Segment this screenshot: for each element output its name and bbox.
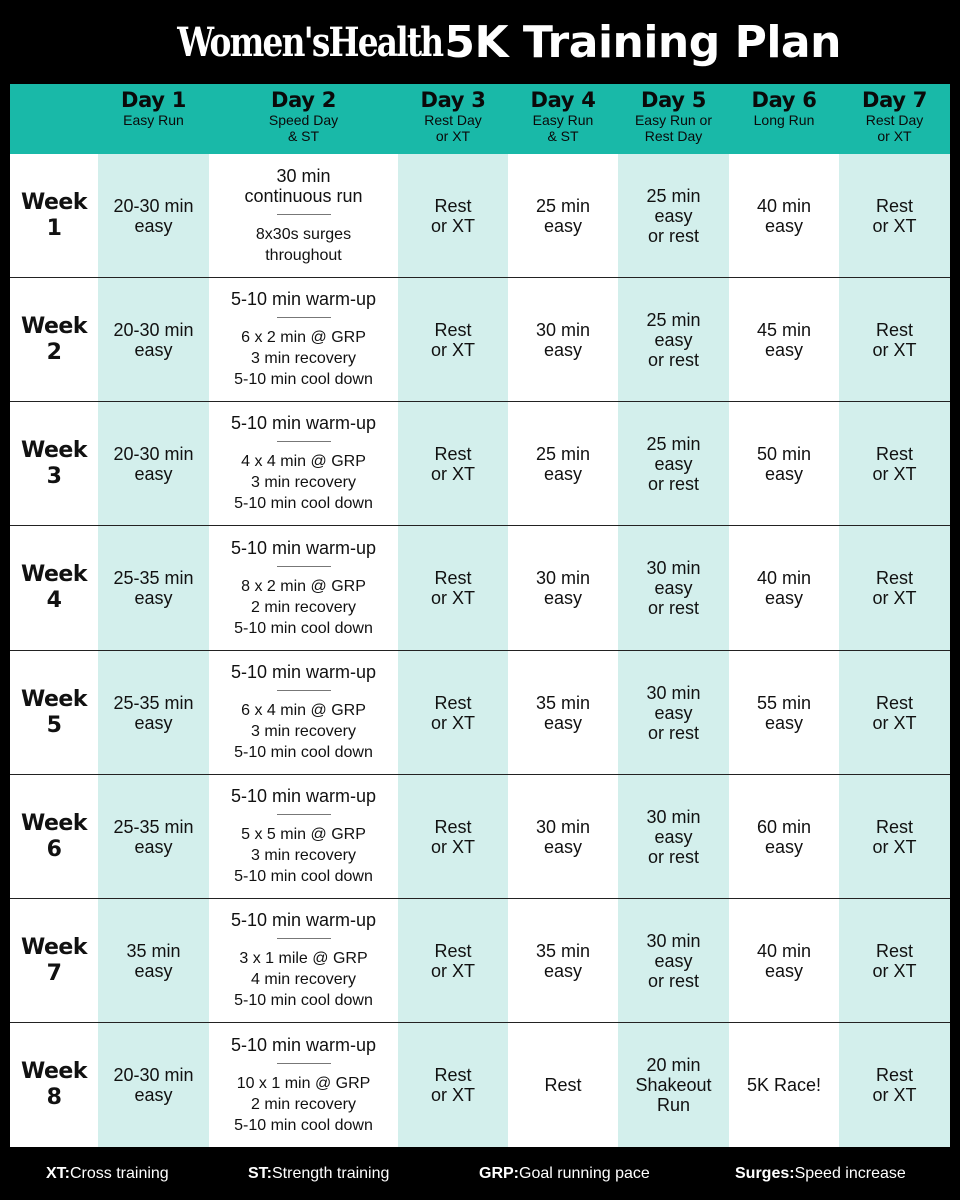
cell-line: 25 min [535, 443, 591, 464]
day-subtitle: & ST [287, 128, 320, 144]
day6-cell [729, 775, 839, 898]
header-day-3 [398, 84, 508, 154]
cell-line: or rest [647, 226, 699, 246]
cell-line: 5 x 5 min @ GRP [241, 826, 366, 843]
cell-line: 5-10 min warm-up [230, 662, 377, 682]
cell-line: Week [21, 437, 87, 463]
cell-line: 50 min [756, 443, 812, 464]
cell-line: Rest [434, 1065, 472, 1085]
cell-line: 30 min [646, 558, 701, 578]
separator [277, 317, 331, 318]
cell-line: 7 [46, 960, 62, 986]
cell-line: 3 min recovery [251, 474, 356, 491]
day3-cell [398, 155, 508, 277]
cell-line: easy [134, 463, 173, 484]
cell-line: Rest [434, 816, 472, 837]
day4-cell [508, 1023, 618, 1147]
cell-line: Rest [875, 196, 913, 216]
day1-cell [98, 651, 209, 774]
day3-cell [398, 1023, 508, 1147]
cell-line: 40 min [756, 940, 812, 961]
cell-line: 30 min [646, 930, 701, 951]
cell-line: or XT [430, 588, 475, 608]
cell-line: 3 min recovery [251, 723, 356, 740]
day7-cell [839, 775, 950, 898]
cell-line: 60 min [756, 816, 812, 837]
day1-cell [98, 155, 209, 277]
day5-cell [618, 1023, 729, 1147]
day7-cell [839, 651, 950, 774]
separator [277, 938, 331, 939]
cell-line: Rest [434, 692, 472, 713]
cell-line: 2 min recovery [251, 598, 356, 616]
cell-line: or XT [430, 339, 475, 360]
cell-line: or XT [872, 463, 917, 484]
cell-line: easy [764, 836, 804, 857]
cell-line: 25 min [646, 309, 701, 330]
table-header [10, 84, 950, 154]
cell-line: 10 x 1 min @ GRP [236, 1074, 371, 1092]
cell-line: 25-35 min [113, 568, 194, 588]
day7-cell [839, 155, 950, 277]
cell-line: Week [21, 686, 87, 712]
cell-line: Rest [875, 568, 913, 588]
cell-line: Rest [875, 319, 913, 340]
day2-cell [209, 1023, 398, 1147]
week-label [10, 651, 98, 774]
cell-line: 20 min [646, 1055, 701, 1075]
cell-line: easy [764, 588, 804, 608]
cell-line: 8 [46, 1085, 62, 1110]
cell-line: easy [654, 950, 693, 971]
separator [277, 1063, 331, 1064]
cell-line: or XT [872, 712, 917, 733]
cell-line: Rest [434, 940, 472, 961]
cell-line: 3 x 1 mile @ GRP [239, 950, 368, 967]
cell-line: 6 [46, 836, 62, 862]
legend-item [248, 1165, 389, 1183]
week-label [10, 402, 98, 525]
legend-item [735, 1165, 906, 1183]
page-title: 5K Training Plan [444, 16, 841, 68]
day-subtitle: or XT [435, 128, 471, 144]
cell-line: 30 min [646, 806, 701, 827]
cell-line: 30 min [535, 319, 591, 340]
day4-cell [508, 899, 618, 1022]
cell-line: Rest [434, 443, 472, 464]
legend-key: ST: [248, 1164, 272, 1182]
day6-cell [729, 526, 839, 650]
cell-line: Week [21, 1059, 87, 1084]
cell-line: or rest [647, 598, 699, 618]
cell-line: 30 min [276, 166, 331, 186]
cell-line: 20-30 min [113, 1065, 194, 1085]
cell-line: easy [543, 463, 583, 484]
cell-line: easy [764, 960, 804, 981]
training-plan-table [10, 84, 950, 1147]
day-subtitle: Speed Day [268, 112, 339, 128]
day-label: Day 4 [530, 88, 596, 112]
cell-line: or XT [872, 836, 917, 857]
cell-line: 5-10 min cool down [234, 619, 373, 637]
cell-line: 3 min recovery [251, 847, 356, 864]
header-day-4 [508, 84, 618, 154]
day-subtitle: Easy Run [123, 112, 184, 128]
day4-cell [508, 526, 618, 650]
cell-line: 25-35 min [113, 692, 194, 713]
cell-line: or XT [872, 960, 917, 981]
cell-line: 5-10 min warm-up [230, 413, 377, 433]
cell-line: 30 min [535, 816, 591, 837]
cell-line: Week [21, 190, 87, 215]
day6-cell [729, 1023, 839, 1147]
cell-line: Week [21, 810, 87, 836]
cell-line: easy [764, 339, 804, 360]
day7-cell [839, 278, 950, 401]
header-day-1 [98, 84, 209, 154]
day1-cell [98, 1023, 209, 1147]
cell-line: continuous run [244, 186, 363, 206]
day6-cell [729, 651, 839, 774]
cell-line: easy [543, 712, 583, 733]
day3-cell [398, 775, 508, 898]
cell-line: Rest [544, 1075, 582, 1095]
cell-line: Week [21, 562, 87, 587]
cell-line: or XT [872, 216, 917, 236]
cell-line: 30 min [646, 682, 701, 703]
cell-line: or XT [430, 960, 475, 981]
day-label: Day 5 [640, 88, 707, 112]
day7-cell [839, 899, 950, 1022]
day-label: Day 2 [270, 88, 337, 112]
separator [277, 814, 331, 815]
cell-line: easy [543, 836, 583, 857]
cell-line: 40 min [756, 568, 812, 588]
cell-line: 6 x 2 min @ GRP [241, 329, 366, 346]
day4-cell [508, 278, 618, 401]
cell-line: 25-35 min [113, 816, 194, 837]
cell-line: Rest [875, 692, 913, 713]
day1-cell [98, 775, 209, 898]
day3-cell [398, 402, 508, 525]
day5-cell [618, 402, 729, 525]
day1-cell [98, 526, 209, 650]
cell-line: or XT [430, 1085, 475, 1105]
cell-line: 35 min [126, 940, 181, 961]
cell-line: 2 [46, 339, 62, 365]
day5-cell [618, 278, 729, 401]
day1-cell [98, 402, 209, 525]
legend-item [46, 1165, 169, 1183]
cell-line: 5-10 min warm-up [230, 910, 377, 930]
day1-cell [98, 899, 209, 1022]
cell-line: 5-10 min warm-up [230, 537, 377, 558]
cell-line: easy [764, 216, 804, 236]
cell-line: 35 min [535, 940, 591, 961]
week-label [10, 899, 98, 1022]
cell-line: or XT [430, 463, 475, 484]
cell-line: 25 min [535, 196, 591, 216]
cell-line: or XT [872, 339, 917, 360]
cell-line: Rest [875, 1065, 913, 1085]
day7-cell [839, 526, 950, 650]
legend-value: Strength training [272, 1164, 390, 1182]
day5-cell [618, 651, 729, 774]
day2-cell [209, 155, 398, 277]
cell-line: 30 min [535, 568, 591, 588]
womens-health-logo: Women'sHealth [177, 18, 443, 66]
cell-line: easy [543, 960, 583, 981]
cell-line: Rest [434, 196, 472, 216]
legend-value: Cross training [70, 1164, 169, 1182]
day-subtitle: or XT [877, 128, 912, 144]
cell-line: easy [134, 588, 173, 608]
cell-line: easy [134, 712, 173, 733]
cell-line: 35 min [535, 692, 591, 713]
legend-key: GRP: [479, 1164, 519, 1182]
day7-cell [839, 402, 950, 525]
cell-line: 3 min recovery [251, 350, 356, 367]
day4-cell [508, 155, 618, 277]
cell-line: or rest [647, 846, 699, 867]
cell-line: 20-30 min [113, 443, 194, 464]
legend-value: Goal running pace [519, 1164, 650, 1182]
separator [277, 566, 331, 567]
cell-line: easy [543, 588, 583, 608]
cell-line: 25 min [646, 433, 701, 454]
cell-line: easy [654, 206, 693, 226]
cell-line: or XT [872, 588, 917, 608]
day5-cell [618, 899, 729, 1022]
legend-key: Surges: [735, 1164, 795, 1182]
day6-cell [729, 899, 839, 1022]
cell-line: easy [654, 702, 693, 723]
day-subtitle: Rest Day [424, 112, 482, 128]
day2-cell [209, 526, 398, 650]
cell-line: Rest [434, 319, 472, 340]
day2-cell [209, 651, 398, 774]
cell-line: easy [764, 712, 804, 733]
day2-cell [209, 402, 398, 525]
cell-line: 45 min [756, 319, 812, 340]
separator [277, 441, 331, 442]
day5-cell [618, 526, 729, 650]
cell-line: 5-10 min warm-up [230, 289, 377, 309]
day5-cell [618, 155, 729, 277]
day-subtitle: Rest Day [865, 112, 924, 128]
cell-line: Rest [434, 568, 472, 588]
cell-line: 4 min recovery [251, 971, 356, 988]
cell-line: 4 [46, 588, 62, 613]
title-bar [0, 0, 960, 84]
cell-line: easy [543, 216, 583, 236]
day-label: Day 1 [120, 88, 187, 112]
cell-line: easy [654, 578, 693, 598]
cell-line: Rest [875, 816, 913, 837]
cell-line: 8x30s surges [255, 226, 352, 243]
cell-line: 5 [46, 712, 62, 738]
cell-line: 8 x 2 min @ GRP [241, 577, 366, 595]
cell-line: 1 [46, 216, 62, 241]
cell-line: Run [656, 1095, 691, 1115]
legend-item [479, 1165, 650, 1183]
day-label: Day 6 [751, 88, 817, 112]
day1-cell [98, 278, 209, 401]
cell-line: 55 min [756, 692, 812, 713]
day6-cell [729, 402, 839, 525]
cell-line: Rest [875, 443, 913, 464]
cell-line: or XT [430, 216, 475, 236]
cell-line: or XT [430, 836, 475, 857]
cell-line: easy [134, 339, 173, 360]
day7-cell [839, 1023, 950, 1147]
day3-cell [398, 651, 508, 774]
week-label [10, 1023, 98, 1147]
cell-line: easy [654, 329, 693, 350]
legend-key: XT: [46, 1164, 70, 1182]
cell-line: easy [134, 1085, 173, 1105]
day4-cell [508, 402, 618, 525]
day5-cell [618, 775, 729, 898]
separator [277, 690, 331, 691]
cell-line: easy [764, 463, 804, 484]
day-subtitle: Easy Run [532, 112, 594, 128]
day-label: Day 3 [420, 88, 486, 112]
cell-line: 20-30 min [113, 196, 194, 216]
legend-footer [0, 1147, 960, 1200]
day4-cell [508, 775, 618, 898]
week-label [10, 278, 98, 401]
cell-line: 4 x 4 min @ GRP [241, 453, 366, 470]
cell-line: easy [654, 453, 693, 474]
cell-line: easy [134, 960, 173, 981]
day2-cell [209, 278, 398, 401]
day2-cell [209, 775, 398, 898]
cell-line: 5-10 min cool down [234, 992, 373, 1009]
header-day-6 [729, 84, 839, 154]
cell-line: easy [134, 836, 173, 857]
week-label [10, 155, 98, 277]
day-subtitle: Long Run [753, 112, 815, 128]
cell-line: or rest [647, 970, 699, 991]
cell-line: 5-10 min cool down [234, 495, 373, 512]
cell-line: 5-10 min cool down [234, 1116, 373, 1134]
cell-line: or rest [647, 473, 699, 494]
header-day-5 [618, 84, 729, 154]
cell-line: 20-30 min [113, 319, 194, 340]
day3-cell [398, 526, 508, 650]
week-label [10, 526, 98, 650]
cell-line: 5-10 min cool down [234, 744, 373, 761]
day2-cell [209, 899, 398, 1022]
legend-value: Speed increase [794, 1164, 906, 1182]
cell-line: or rest [647, 722, 699, 743]
cell-line: easy [134, 216, 173, 236]
cell-line: 5-10 min cool down [234, 868, 373, 885]
day6-cell [729, 155, 839, 277]
day4-cell [508, 651, 618, 774]
day3-cell [398, 899, 508, 1022]
cell-line: 5-10 min warm-up [230, 786, 377, 806]
cell-line: Week [21, 313, 87, 339]
cell-line: or XT [430, 712, 475, 733]
day6-cell [729, 278, 839, 401]
cell-line: easy [654, 826, 693, 847]
day-subtitle: Easy Run or [634, 112, 713, 128]
day3-cell [398, 278, 508, 401]
day-subtitle: Rest Day [644, 128, 703, 144]
cell-line: 40 min [756, 196, 812, 216]
separator [277, 214, 331, 215]
cell-line: 25 min [646, 186, 701, 206]
cell-line: Week [21, 934, 87, 960]
cell-line: easy [543, 339, 583, 360]
cell-line: 2 min recovery [251, 1095, 356, 1113]
cell-line: throughout [265, 247, 342, 264]
cell-line: or XT [872, 1085, 917, 1105]
cell-line: or rest [647, 349, 699, 370]
cell-line: Shakeout [635, 1075, 712, 1095]
day-subtitle: & ST [547, 128, 579, 144]
day-label: Day 7 [861, 88, 928, 112]
header-day-7 [839, 84, 950, 154]
cell-line: 5K Race! [746, 1075, 822, 1095]
week-label [10, 775, 98, 898]
cell-line: 5-10 min cool down [234, 371, 373, 388]
cell-line: 5-10 min warm-up [230, 1034, 377, 1055]
cell-line: 3 [46, 463, 62, 489]
cell-line: 6 x 4 min @ GRP [241, 702, 366, 719]
header-day-2 [209, 84, 398, 154]
cell-line: Rest [875, 940, 913, 961]
